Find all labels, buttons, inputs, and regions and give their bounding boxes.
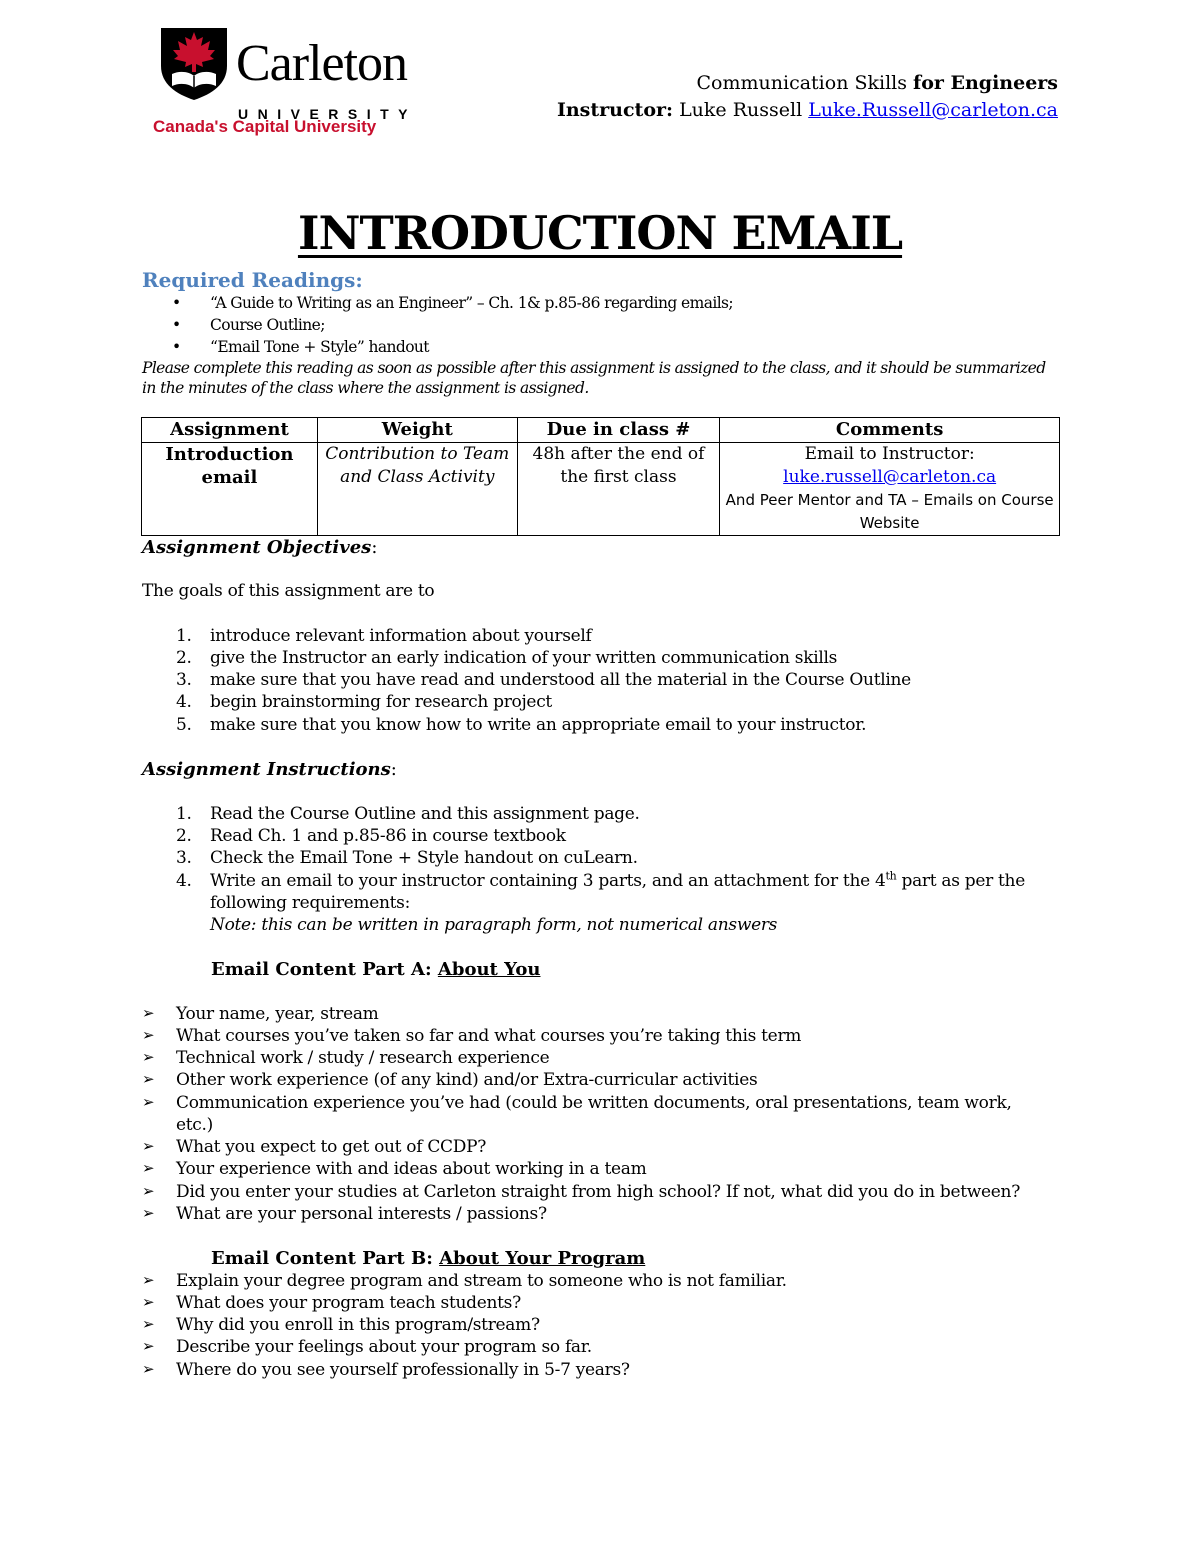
objectives-heading: Assignment Objectives: xyxy=(142,537,378,558)
instructor-line xyxy=(557,99,1058,121)
cell-weight: Contribution to Team and Class Activity xyxy=(317,443,517,536)
instructor-email-link[interactable]: Luke.Russell@carleton.ca xyxy=(808,99,1058,121)
cell-due: 48h after the end of the first class xyxy=(517,443,720,536)
objectives-intro: The goals of this assignment are to xyxy=(142,581,435,601)
table-header: Weight xyxy=(317,418,517,443)
comments-line: Email to Instructor: xyxy=(804,444,975,464)
instruction-item-cont: following requirements: xyxy=(210,893,411,913)
instructor-label: Instructor: xyxy=(556,99,674,121)
logo-tagline: Canada's Capital University xyxy=(153,117,377,136)
instructions-heading: Assignment Instructions: xyxy=(142,759,397,780)
course-prefix: Communication Skills xyxy=(696,72,914,94)
part-b-heading: Email Content Part B: About Your Program xyxy=(211,1248,646,1269)
logo-wordmark: Carleton xyxy=(236,35,408,92)
table-header: Assignment xyxy=(142,418,318,443)
instructor-name: Luke Russell xyxy=(679,99,803,121)
course-name xyxy=(697,72,1058,94)
logo-university: UNIVERSITY xyxy=(238,106,418,122)
comments-email-link[interactable]: luke.russell@carleton.ca xyxy=(783,467,997,487)
table-header: Comments xyxy=(720,418,1060,443)
required-readings-heading: Required Readings: xyxy=(142,268,363,292)
reading-note: Please complete this reading as soon as possible after this assignment is assigned to the class, and it should be summarized in the minutes of the class where the assignment is assigned. xyxy=(142,359,1046,397)
cell-assignment: Introduction email xyxy=(142,443,318,536)
page-title: INTRODUCTION EMAIL xyxy=(297,206,903,260)
document-page: Carleton UNIVERSITY Canada's Capital University Communication Skills for Engineers Instructor: Luke Russell Luke.Russell@carleton.ca INTRODUCTION EMAIL Required Readings: • “A Guide to Writing as an Engineer” – Ch. 1& p.85-86 regarding emails; • Course Outline; • “Email Tone + Style” handout Please complete this reading as soon as possible after this assignment is assigned to the class, and it should be summarized in the minutes of the class where the assignment is assigned. Assignment Weight Due in class # Comments Introduction email Contribution to Team and Class Activity 48h after the end of the first class Email to Instructor: luke.russell@carleton.ca And Peer Mentor and TA – Emails on Course Website Assignment Objectives: The goals of this assignment are to 1. introduce relevant information about yourself 2. give the Instructor an early indication of your written communication skills 3. make sure that you have read and understood all the material in the Course Outline 4. begin brainstorming for research project 5. make sure that you know how to write an appropriate email to your instructor. Assignment Instructions: 1. Read the Course Outline and this assignment page. 2. Read Ch. 1 and p.85-86 in course textbook 3. Check the Email Tone + Style handout on cuLearn. 4. Write an email to your instructor containing 3 parts, and an attachment for the 4th part as per the following requirements: Note: this can be written in paragraph form, not numerical answers Email Content Part A: About You ➢ Your name, year, stream ➢ What courses you’ve taken so far and what courses you’re taking this term ➢ Technical work / study / research experience ➢ Other work experience (of any kind) and/or Extra-curricular activities ➢ Communication experience you’ve had (could be written documents, oral presentations, team work, etc.) ➢ What you expect to get out of CCDP? ➢ Your experience with and ideas about working in a team ➢ Did you enter your studies at Carleton straight from high school? If not, what did you do in between? ➢ What are your personal interests / passions? Email Content Part B: About Your Program ➢ Explain your degree program and stream to someone who is not familiar. ➢ What does your program teach students? ➢ Why did you enroll in this program/stream? ➢ Describe your feelings about your program so far. ➢ Where do you see yourself professionally in 5-7 years? xyxy=(0,0,1200,1553)
course-bold: for Engineers xyxy=(913,72,1058,94)
table-header: Due in class # xyxy=(517,418,720,443)
cell-comments xyxy=(720,443,1060,536)
carleton-shield-icon xyxy=(158,26,230,102)
assignment-table xyxy=(141,417,1060,536)
table-row xyxy=(142,443,1060,536)
instruction-note: Note: this can be written in paragraph form, not numerical answers xyxy=(210,915,778,935)
part-a-item-cont: etc.) xyxy=(176,1115,213,1135)
part-a-heading: Email Content Part A: About You xyxy=(211,959,541,980)
carleton-logo xyxy=(153,26,458,141)
comments-peer: And Peer Mentor and TA – Emails on Course Website xyxy=(725,491,1054,532)
